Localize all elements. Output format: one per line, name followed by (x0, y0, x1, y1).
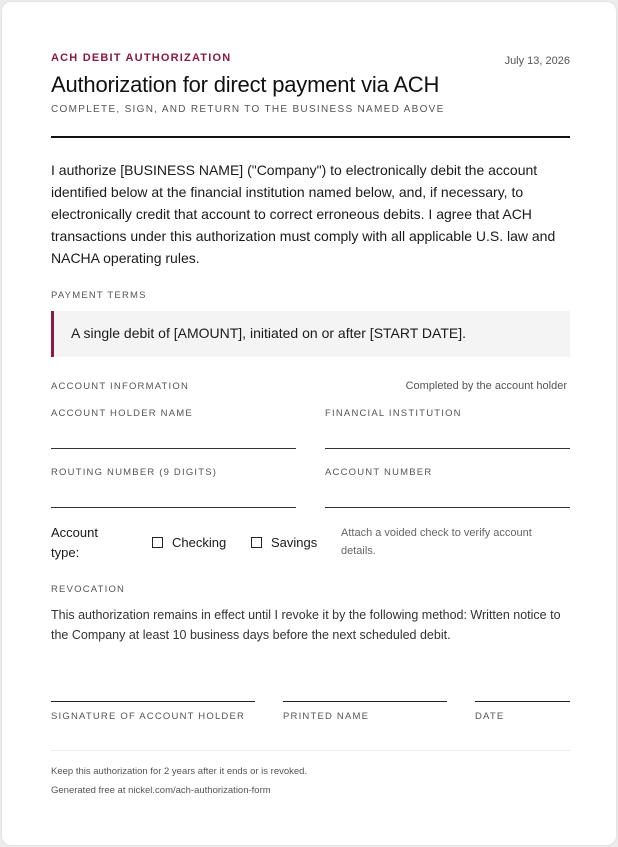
checking-option[interactable] (152, 535, 226, 550)
revocation-text: This authorization remains in effect until I revoke it by the following method: Written notice to the Company at least 10 business days before the next scheduled debit. (51, 608, 561, 642)
checking-checkbox[interactable] (152, 537, 163, 548)
account-number-label: ACCOUNT NUMBER (325, 467, 433, 478)
payment-terms-text: A single debit of [AMOUNT], initiated on or after [START DATE]. (71, 325, 467, 341)
authorization-paragraph: I authorize [BUSINESS NAME] ("Company") to electronically debit the account identified below at the financial institution named below, and, if necessary, to electronically credit that account to correct erroneous debits. I agree that ACH transactions under this authorization must comply with all applicable U.S. law and NACHA operating rules. (51, 162, 556, 266)
form-subtitle: COMPLETE, SIGN, AND RETURN TO THE BUSINESS NAMED ABOVE (51, 104, 445, 115)
account-type-label: Account type: (51, 525, 98, 560)
account-number-field[interactable] (325, 507, 570, 508)
form-eyebrow: ACH DEBIT AUTHORIZATION (51, 52, 232, 64)
form-header (51, 52, 570, 115)
account-holder-name-label: ACCOUNT HOLDER NAME (51, 408, 193, 419)
routing-number-field[interactable] (51, 507, 296, 508)
financial-institution-label: FINANCIAL INSTITUTION (325, 408, 462, 419)
header-divider (51, 136, 570, 138)
checking-label: Checking (172, 535, 227, 550)
retention-note: Keep this authorization for 2 years after it ends or is revoked. (51, 766, 308, 777)
payment-terms-label: PAYMENT TERMS (51, 290, 147, 301)
revocation-label: REVOCATION (51, 584, 126, 595)
financial-institution-field[interactable] (325, 448, 570, 449)
account-holder-name-field[interactable] (51, 448, 296, 449)
date-label: DATE (475, 711, 505, 722)
footer-divider (51, 750, 570, 751)
signature-line[interactable] (51, 701, 255, 702)
form-date: July 13, 2026 (504, 55, 570, 67)
signature-label: SIGNATURE OF ACCOUNT HOLDER (51, 711, 246, 722)
generated-note: Generated free at nickel.com/ach-authorization-form (51, 785, 271, 796)
printed-name-line[interactable] (283, 701, 447, 702)
savings-label: Savings (271, 535, 318, 550)
page-title: Authorization for direct payment via ACH (51, 72, 440, 97)
payment-terms-box (51, 311, 570, 357)
savings-checkbox[interactable] (251, 537, 262, 548)
routing-number-label: ROUTING NUMBER (9 DIGITS) (51, 467, 218, 478)
savings-option[interactable] (251, 535, 317, 550)
completed-by-note: Completed by the account holder (405, 380, 567, 392)
voided-check-note: Attach a voided check to verify account details. (341, 527, 532, 557)
authorization-form-card (1, 1, 617, 846)
date-line[interactable] (475, 701, 570, 702)
printed-name-label: PRINTED NAME (283, 711, 370, 722)
account-information-label: ACCOUNT INFORMATION (51, 381, 190, 392)
